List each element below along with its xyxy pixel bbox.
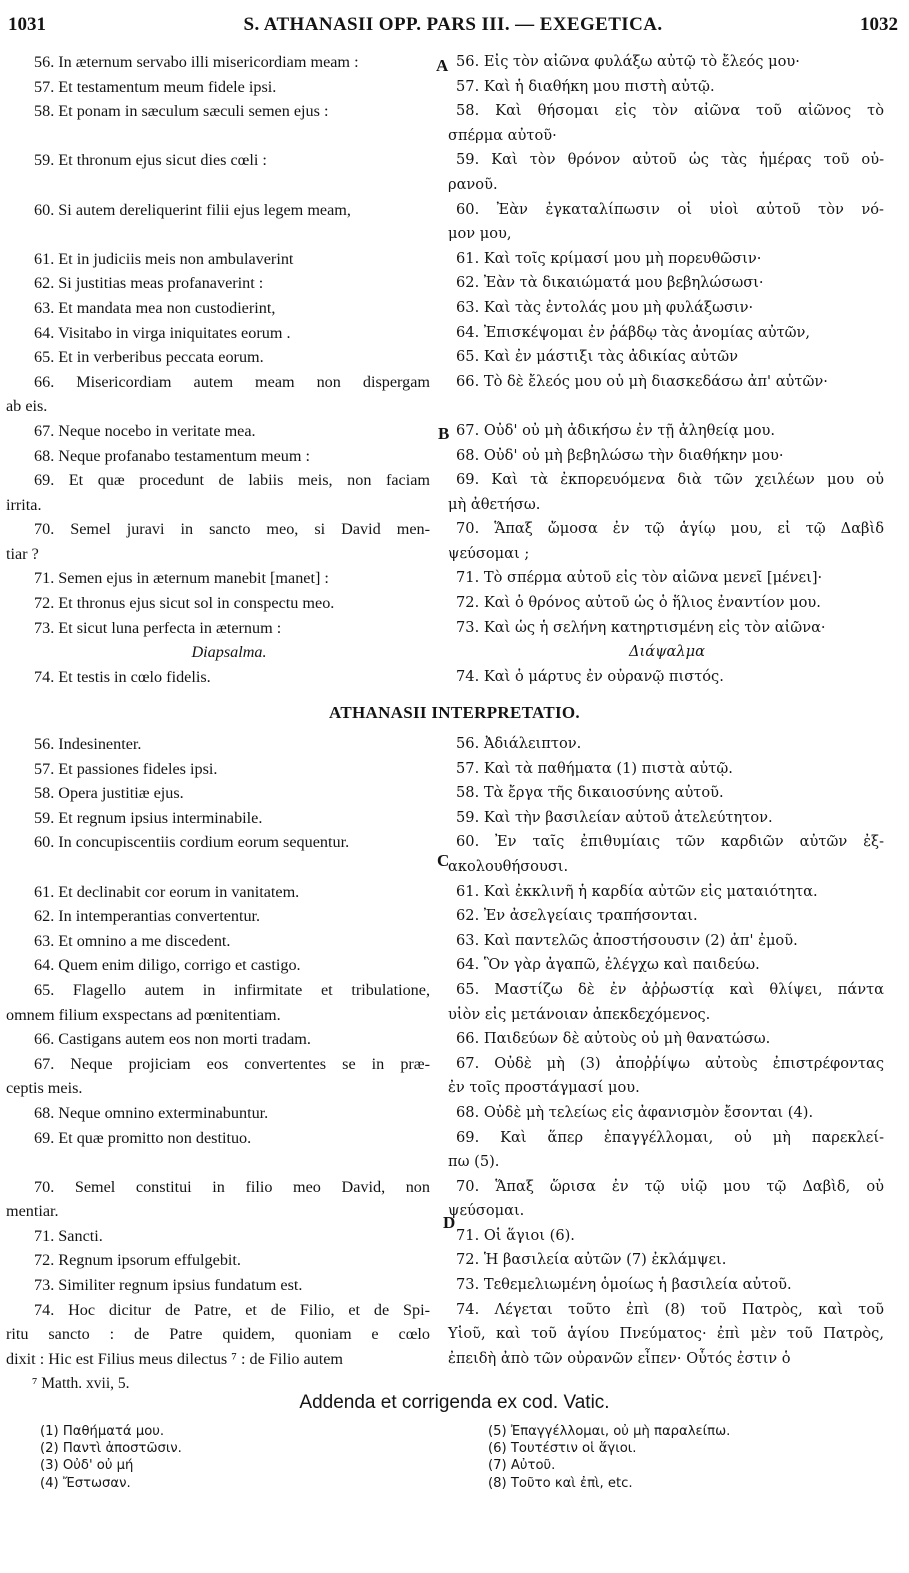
latin-line: ab eis. <box>6 397 48 416</box>
verse-row <box>28 665 884 690</box>
greek-line: 68. Οὐδὲ μὴ τελείως εἰς ἀφανισμὸν ἔσονται (4). <box>456 1103 814 1121</box>
greek-line: 57. Καὶ τὰ παθήματα (1) πιστὰ αὐτῷ. <box>456 759 733 777</box>
latin-verse <box>28 1126 438 1175</box>
addenda-item: (6) Τουτέστιν οἱ ἅγιοι. <box>488 1441 637 1457</box>
greek-line: 64. Ἐπισκέψομαι ἐν ῥάβδῳ τὰς ἀνομίας αὐτῶν, <box>456 323 811 341</box>
greek-verse <box>438 50 884 75</box>
greek-line: 59. Καὶ τὸν θρόνον αὐτοῦ ὡς τὰς ἡμέρας τοῦ οὐ- <box>456 151 884 169</box>
latin-verse <box>28 321 438 346</box>
latin-line: 63. Et omnino a me discedent. <box>34 931 231 950</box>
latin-verse <box>28 616 438 641</box>
greek-line: 65. Μαστίζω δὲ ἐν ἀῤῥωστίᾳ καὶ θλίψει, πάντα <box>456 980 884 998</box>
latin-verse <box>28 345 438 370</box>
verse-row <box>28 296 884 321</box>
greek-verse <box>438 1175 884 1224</box>
latin-verse <box>28 1224 438 1249</box>
greek-line: 71. Τὸ σπέρμα αὐτοῦ εἰς τὸν αἰῶνα μενεῖ [μένει]· <box>456 569 823 587</box>
latin-verse <box>28 665 438 690</box>
greek-line: 61. Καὶ ἐκκλινῆ ἡ καρδία αὐτῶν εἰς ματαιότητα. <box>456 882 818 900</box>
greek-verse <box>438 806 884 831</box>
greek-line: 63. Καὶ παντελῶς ἀποστήσουσιν (2) ἀπ' ἐμοῦ. <box>456 931 798 949</box>
addenda-right-column <box>488 1423 730 1492</box>
verse-row <box>28 880 884 905</box>
greek-verse <box>438 517 884 566</box>
latin-line: 71. Sancti. <box>34 1226 103 1245</box>
greek-line: 71. Οἱ ἅγιοι (6). <box>456 1226 575 1244</box>
latin-verse <box>28 1027 438 1052</box>
greek-verse <box>438 1273 884 1298</box>
latin-line: irrita. <box>6 495 42 514</box>
verse-row <box>28 904 884 929</box>
verse-row <box>28 148 884 197</box>
verse-row <box>6 1298 884 1372</box>
greek-line: 58. Τὰ ἔργα τῆς δικαιοσύνης αὐτοῦ. <box>456 784 724 802</box>
verse-row <box>28 321 884 346</box>
verse-row <box>28 50 884 75</box>
latin-line: 59. Et thronum ejus sicut dies cœli : <box>34 151 267 170</box>
verse-row <box>28 1027 884 1052</box>
latin-line: 66. Castigans autem eos non morti tradam. <box>34 1030 311 1049</box>
greek-line: ψεύσομαι. <box>448 1202 525 1220</box>
verse-row <box>6 978 884 1027</box>
addenda-item: (5) Ἐπαγγέλλομαι, οὐ μὴ παραλείπω. <box>488 1424 731 1439</box>
verse-row <box>28 99 884 148</box>
running-header <box>8 14 898 44</box>
greek-verse <box>438 444 884 469</box>
latin-verse <box>28 566 438 591</box>
greek-line: υἱὸν εἰς μετάνοιαν ἀπεκδεχόμενος. <box>448 1005 711 1023</box>
greek-line: 65. Καὶ ἐν μάστιξι τὰς ἀδικίας αὐτῶν <box>456 348 738 366</box>
verse-row <box>28 198 884 247</box>
latin-verse <box>6 1175 438 1224</box>
greek-line: 56. Ἀδιάλειπτον. <box>456 735 582 752</box>
latin-verse <box>6 370 438 419</box>
greek-verse <box>438 591 884 616</box>
latin-verse <box>6 1052 438 1101</box>
verse-row <box>28 271 884 296</box>
latin-line: 60. Si autem dereliquerint filii ejus legem meam, <box>34 200 351 219</box>
greek-verse <box>438 732 884 757</box>
latin-line: 63. Et mandata mea non custodierint, <box>34 298 276 317</box>
verse-row <box>28 1248 884 1273</box>
latin-line: 70. Semel constitui in filio meo David, non <box>34 1177 430 1196</box>
greek-verse: Διάψαλμα <box>628 643 705 661</box>
addenda-item: (1) Παθήματά μου. <box>40 1424 165 1439</box>
verse-row <box>28 75 884 100</box>
greek-verse <box>438 929 884 954</box>
margin-mark-c: C <box>437 851 450 870</box>
latin-line: 74. Et testis in cœlo fidelis. <box>34 667 211 686</box>
verse-row <box>6 468 884 517</box>
verse-row <box>28 806 884 831</box>
greek-verse <box>438 904 884 929</box>
greek-verse <box>438 271 884 296</box>
latin-line: 68. Neque omnino exterminabuntur. <box>34 1103 269 1122</box>
latin-verse <box>28 1101 438 1126</box>
greek-line: ἐν τοῖς προστάγμασί μου. <box>448 1079 640 1097</box>
greek-verse <box>438 978 884 1027</box>
greek-line: 73. Καὶ ὡς ἡ σελήνη κατηρτισμένη εἰς τὸν αἰῶνα· <box>456 618 826 636</box>
psalm-text-block <box>6 50 884 689</box>
latin-line: ritu sancto : de Patre quidem, quoniam e cœlo <box>6 1325 430 1344</box>
greek-line: σπέρμα αὐτοῦ· <box>448 126 557 144</box>
latin-verse <box>6 517 438 566</box>
latin-line: 68. Neque profanabo testamentum meum : <box>34 446 311 465</box>
latin-verse <box>28 50 438 75</box>
addenda-item: (7) Αὐτοῦ. <box>488 1458 556 1474</box>
verse-row <box>28 953 884 978</box>
greek-line: 59. Καὶ τὴν βασιλείαν αὐτοῦ ἀτελεύτητον. <box>456 808 773 826</box>
verse-row <box>28 732 884 757</box>
greek-verse <box>438 566 884 591</box>
greek-verse <box>438 1298 884 1372</box>
verse-row <box>28 781 884 806</box>
latin-verse <box>28 591 438 616</box>
greek-line: 70. Ἅπαξ ὥρισα ἐν τῷ υἱῷ μου τῷ Δαβὶδ, οὐ <box>456 1177 884 1195</box>
latin-line: 66. Misericordiam autem meam non dispergam <box>34 372 430 391</box>
greek-line: ακολουθήσουσι. <box>448 857 569 875</box>
latin-line: ceptis meis. <box>6 1079 83 1098</box>
greek-verse <box>438 468 884 517</box>
latin-line: 71. Semen ejus in æternum manebit [manet] : <box>34 569 329 588</box>
greek-line: 62. Ἐν ἀσελγείαις τραπήσονται. <box>456 907 698 925</box>
greek-verse <box>438 953 884 978</box>
greek-line: 62. Ἐὰν τὰ δικαιώματά μου βεβηλώσωσι· <box>456 274 764 292</box>
latin-line: 57. Et passiones fideles ipsi. <box>34 759 218 778</box>
latin-line: mentiar. <box>6 1202 59 1221</box>
greek-line: 74. Καὶ ὁ μάρτυς ἐν οὐρανῷ πιστός. <box>456 667 724 685</box>
latin-line: 65. Flagello autem in infirmitate et tribulatione, <box>34 980 430 999</box>
latin-line: 60. In concupiscentiis cordium eorum sequentur. <box>34 833 350 852</box>
latin-line: 67. Neque projiciam eos convertentes se in præ- <box>34 1054 430 1073</box>
greek-verse <box>438 419 884 444</box>
greek-line: 61. Καὶ τοῖς κρίμασί μου μὴ πορευθῶσιν· <box>456 249 762 267</box>
latin-verse <box>28 198 438 247</box>
latin-verse <box>6 978 438 1027</box>
addenda-title: Addenda et corrigenda ex cod. Vatic. <box>299 1392 610 1413</box>
margin-mark-a: A <box>436 56 449 75</box>
verse-row <box>6 370 884 419</box>
greek-verse <box>438 345 884 370</box>
greek-verse <box>438 99 884 148</box>
greek-line: 57. Καὶ ἡ διαθήκη μου πιστὴ αὐτῷ. <box>456 77 715 95</box>
greek-verse <box>438 370 884 419</box>
greek-line: μον μου, <box>448 225 512 243</box>
page-number-right: 1032 <box>860 14 898 35</box>
addenda-item: (8) Τοῦτο καὶ ἐπὶ, etc. <box>488 1475 633 1491</box>
greek-line: 60. Ἐν ταῖς ἐπιθυμίαις τῶν καρδιῶν αὐτῶν ἐξ- <box>456 833 884 851</box>
greek-line: 68. Οὐδ' οὐ μὴ βεβηλώσω τὴν διαθήκην μου· <box>456 446 784 464</box>
latin-verse <box>28 806 438 831</box>
greek-line: 73. Τεθεμελιωμένη ὁμοίως ἡ βασιλεία αὐτοῦ. <box>456 1276 792 1294</box>
greek-verse <box>438 247 884 272</box>
page-number-left: 1031 <box>8 14 46 35</box>
verse-row <box>28 616 884 641</box>
margin-mark-d: D <box>443 1213 456 1232</box>
greek-line: ψεύσομαι ; <box>448 544 530 562</box>
verse-row <box>6 1052 884 1101</box>
greek-line: 66. Τὸ δὲ ἔλεός μου οὐ μὴ διασκεδάσω ἀπ' αὐτῶν· <box>456 372 828 390</box>
latin-verse <box>28 781 438 806</box>
latin-verse <box>28 271 438 296</box>
latin-verse <box>28 929 438 954</box>
latin-verse: Diapsalma. <box>191 643 267 662</box>
verse-row <box>28 566 884 591</box>
latin-line: 58. Et ponam in sæculum sæculi semen ejus : <box>34 102 329 121</box>
verse-row <box>28 830 884 879</box>
latin-verse <box>28 904 438 929</box>
greek-verse <box>438 1052 884 1101</box>
greek-verse <box>438 198 884 247</box>
latin-verse <box>28 880 438 905</box>
latin-verse <box>28 1248 438 1273</box>
footnote: ⁷ Matth. xvii, 5. <box>32 1375 130 1392</box>
greek-verse <box>438 616 884 641</box>
greek-line: 69. Καὶ ἅπερ ἐπαγγέλλομαι, οὐ μὴ παρεκλεί- <box>456 1128 884 1146</box>
greek-line: ἐπειδὴ ἀπὸ τῶν οὐρανῶν εἶπεν· Οὗτός ἐστιν ὁ <box>448 1349 791 1367</box>
latin-line: 67. Neque nocebo in veritate mea. <box>34 421 256 440</box>
latin-line: 61. Et declinabit cor eorum in vanitatem. <box>34 882 300 901</box>
latin-line: 65. Et in verberibus peccata eorum. <box>34 348 264 367</box>
latin-verse <box>28 757 438 782</box>
greek-line: μὴ ἀθετήσω. <box>448 495 541 513</box>
latin-line: 73. Similiter regnum ipsius fundatum est. <box>34 1276 303 1295</box>
latin-verse <box>6 468 438 517</box>
greek-verse <box>438 75 884 100</box>
latin-line: 69. Et quæ promitto non destituo. <box>34 1128 252 1147</box>
greek-line: ρανοῦ. <box>448 175 498 193</box>
greek-line: Υἱοῦ, καὶ τοῦ ἁγίου Πνεύματος· ἐπὶ μὲν τοῦ Πατρὸς, <box>448 1325 884 1343</box>
greek-line: 67. Οὐδὲ μὴ (3) ἀποῤῥίψω αὐτοὺς ἐπιστρέφοντας <box>456 1054 884 1072</box>
greek-line: 58. Καὶ θήσομαι εἰς τὸν αἰῶνα τοῦ αἰῶνος τὸ <box>456 102 884 120</box>
verse-row <box>28 757 884 782</box>
latin-line: dixit : Hic est Filius meus dilectus ⁷ : de Filio autem <box>6 1349 344 1368</box>
greek-line: 56. Εἰς τὸν αἰῶνα φυλάξω αὐτῷ τὸ ἔλεός μου· <box>456 53 800 70</box>
verse-row <box>28 1126 884 1175</box>
latin-line: 57. Et testamentum meum fidele ipsi. <box>34 77 277 96</box>
greek-line: 72. Ἡ βασιλεία αὐτῶν (7) ἐκλάμψει. <box>456 1251 727 1269</box>
greek-verse <box>438 1027 884 1052</box>
verse-row <box>6 517 884 566</box>
verse-row <box>28 1101 884 1126</box>
latin-line: 64. Quem enim diligo, corrigo et castigo. <box>34 956 301 975</box>
latin-verse <box>28 419 438 444</box>
greek-line: 66. Παιδεύων δὲ αὐτοὺς οὐ μὴ θανατώσω. <box>456 1030 771 1048</box>
verse-row <box>28 929 884 954</box>
latin-verse <box>28 148 438 197</box>
verse-row <box>28 247 884 272</box>
latin-line: 56. In æternum servabo illi misericordiam meam : <box>34 53 359 71</box>
greek-verse <box>438 296 884 321</box>
greek-line: 63. Καὶ τὰς ἐντολάς μου μὴ φυλάξωσιν· <box>456 298 754 316</box>
running-title: S. ATHANASII OPP. PARS III. — EXEGETICA. <box>243 14 663 35</box>
latin-verse <box>28 247 438 272</box>
latin-verse <box>28 296 438 321</box>
addenda-item: (4) Ἔστωσαν. <box>40 1475 131 1491</box>
addenda-item: (3) Οὐδ' οὐ μή <box>40 1458 134 1474</box>
latin-line: tiar ? <box>6 544 39 563</box>
verse-row <box>28 419 884 444</box>
greek-line: 69. Καὶ τὰ ἐκπορευόμενα διὰ τῶν χειλέων μου οὐ <box>456 471 884 489</box>
verse-row <box>28 591 884 616</box>
verse-row <box>28 1273 884 1298</box>
greek-verse <box>438 665 884 690</box>
latin-line: 72. Regnum ipsorum effulgebit. <box>34 1251 241 1270</box>
latin-line: omnem filium exspectans ad pœnitentiam. <box>6 1005 281 1024</box>
latin-line: 73. Et sicut luna perfecta in æternum : <box>34 618 282 637</box>
latin-line: 61. Et in judiciis meis non ambulaverint <box>34 249 294 268</box>
greek-line: 72. Καὶ ὁ θρόνος αὐτοῦ ὡς ὁ ἥλιος ἐναντίον μου. <box>456 594 821 612</box>
greek-verse <box>438 148 884 197</box>
latin-line: 62. In intemperantias convertentur. <box>34 907 261 926</box>
latin-line: 69. Et quæ procedunt de labiis meis, non faciam <box>34 471 430 490</box>
latin-verse <box>28 953 438 978</box>
greek-line: πω (5). <box>448 1153 500 1171</box>
latin-verse <box>28 444 438 469</box>
addenda-item: (2) Παντὶ ἀποστῶσιν. <box>40 1441 182 1457</box>
greek-line: 67. Οὐδ' οὐ μὴ ἀδικήσω ἐν τῇ ἀληθείᾳ μου. <box>456 421 776 439</box>
latin-line: 72. Et thronus ejus sicut sol in conspectu meo. <box>34 594 335 613</box>
greek-line: 64. Ὃν γὰρ ἀγαπῶ, ἐλέγχω καὶ παιδεύω. <box>456 956 760 974</box>
verse-row <box>28 1224 884 1249</box>
section-title: ATHANASII INTERPRETATIO. <box>329 703 580 722</box>
greek-verse <box>438 321 884 346</box>
greek-verse <box>438 830 884 879</box>
greek-line: 60. Ἐὰν ἐγκαταλίπωσιν οἱ υἱοὶ αὐτοῦ τὸν νό- <box>456 200 884 218</box>
greek-line: 70. Ἅπαξ ὤμοσα ἐν τῷ ἁγίῳ μου, εἰ τῷ Δαβὶδ <box>456 520 884 538</box>
latin-verse <box>28 75 438 100</box>
latin-verse <box>6 1298 438 1372</box>
greek-verse <box>438 781 884 806</box>
greek-verse <box>438 757 884 782</box>
latin-line: 64. Visitabo in virga iniquitates eorum . <box>34 323 291 342</box>
margin-mark-b: B <box>438 424 450 443</box>
latin-verse <box>28 830 438 879</box>
interpretation-text-block <box>6 732 884 1371</box>
latin-verse <box>28 99 438 148</box>
latin-verse <box>28 1273 438 1298</box>
addenda-left-column <box>40 1423 182 1492</box>
greek-verse <box>438 1126 884 1175</box>
latin-line: 62. Si justitias meas profanaverint : <box>34 274 264 293</box>
latin-line: 56. Indesinenter. <box>34 735 142 753</box>
latin-line: 58. Opera justitiæ ejus. <box>34 784 184 803</box>
latin-line: 59. Et regnum ipsius interminabile. <box>34 808 263 827</box>
latin-verse <box>28 732 438 757</box>
greek-verse <box>438 880 884 905</box>
greek-verse <box>438 1248 884 1273</box>
latin-line: 74. Hoc dicitur de Patre, et de Filio, et de Spi- <box>34 1300 430 1319</box>
verse-row <box>28 640 884 665</box>
latin-line: 70. Semel juravi in sancto meo, si David men- <box>34 520 430 539</box>
verse-row <box>6 1175 884 1224</box>
greek-line: 74. Λέγεται τοῦτο ἐπὶ (8) τοῦ Πατρὸς, καὶ τοῦ <box>456 1300 884 1318</box>
greek-verse <box>438 1224 884 1249</box>
greek-verse <box>438 1101 884 1126</box>
verse-row <box>28 345 884 370</box>
verse-row <box>28 444 884 469</box>
